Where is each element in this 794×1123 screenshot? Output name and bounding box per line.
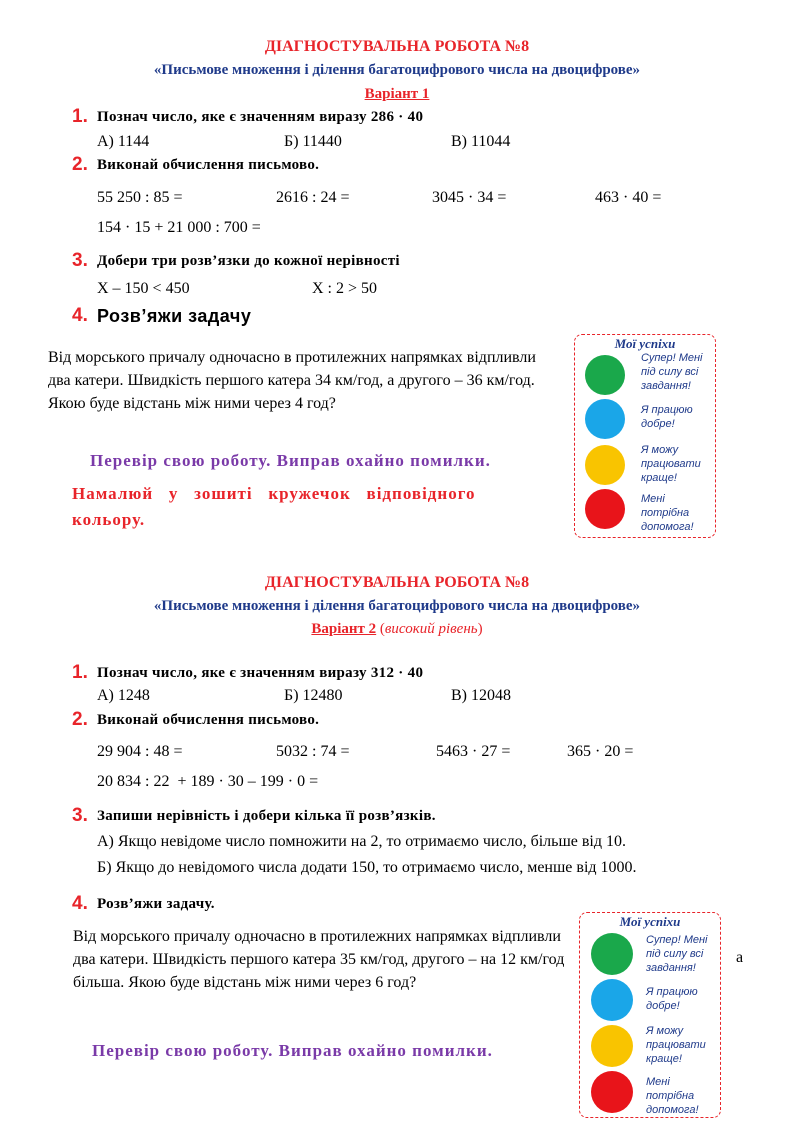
v1-q2-text: Виконай обчислення письмово.: [97, 157, 320, 173]
v2-q2-expr-4: 365 · 20 =: [567, 743, 634, 760]
green-label: Супер! Мені під силу всі завдання!: [641, 352, 703, 392]
v2-q2-expr-2: 5032 : 74 =: [276, 743, 350, 760]
green-label: Супер! Мені під силу всі завдання!: [646, 934, 708, 974]
v2-subtitle: «Письмове множення і ділення багатоцифрового числа на двоцифрове»: [153, 598, 641, 614]
v2-variant-label: Варіант 2: [311, 621, 377, 637]
v1-q4-problem: Від морського причалу одночасно в протилежних напрямках відпливли два катери. Швидкість першого катера 34 км/год, а другого – 36 км/год. Якою буде відстань між ними через 4 год?: [48, 349, 536, 412]
v2-q1-option-a: А) 1248: [97, 687, 150, 704]
v1-subtitle: «Письмове множення і ділення багатоцифрового числа на двоцифрове»: [153, 62, 641, 78]
v1-q1-text: Познач число, яке є значенням виразу 286 · 40: [97, 109, 424, 125]
v2-check-note: Перевір свою роботу. Виправ охайно помилки.: [92, 1041, 493, 1060]
yellow-label: Я можу працювати краще!: [646, 1025, 706, 1065]
v2-success-card: [579, 912, 721, 1118]
v1-q2-expr-4: 463 · 40 =: [595, 189, 662, 206]
blue-circle-icon: [585, 399, 625, 439]
v2-q3-text: Запиши нерівність і добери кілька її розв’язків.: [97, 808, 436, 824]
v2-q1-option-c: В) 12048: [451, 687, 511, 704]
v1-draw-line-1: Намалюй у зошиті кружечок відповідного: [72, 484, 476, 503]
green-circle-icon: [591, 933, 633, 975]
v1-q2-expr-3: 3045 · 34 =: [432, 189, 507, 206]
v1-q4-text: Розв’яжи задачу: [97, 306, 252, 326]
v1-q1-number: 1.: [72, 106, 88, 127]
v1-q3-text: Добери три розв’язки до кожної нерівності: [97, 253, 400, 269]
v1-q1-option-b: Б) 11440: [284, 133, 342, 150]
green-circle-icon: [585, 355, 625, 395]
v1-draw-line-2: кольору.: [72, 510, 146, 529]
v2-q4-problem: Від морського причалу одночасно в протилежних напрямках відпливли два катери. Швидкість першого катера 35 км/год, другого – на 12 км/год більша. Якою буде відстань між ними через 6 год?: [73, 928, 565, 991]
v1-variant: [0, 86, 794, 103]
v2-q4-stray-letter: а: [736, 949, 744, 966]
yellow-circle-icon: [585, 445, 625, 485]
v1-q3-inequality-2: Х : 2 > 50: [312, 280, 378, 297]
red-label: Мені потрібна допомога!: [646, 1076, 699, 1116]
card-title: Мої успіхи: [614, 336, 676, 351]
v2-q3-statement-a: А) Якщо невідоме число помножити на 2, то отримаємо число, більше від 10.: [97, 833, 627, 850]
v1-variant-label: Варіант 1: [364, 86, 430, 102]
yellow-label: Я можу працювати краще!: [641, 444, 701, 484]
v2-variant: Варіант 2 (високий рівень): [311, 621, 483, 637]
v1-q2-expr-5: 154 · 15 + 21 000 : 700 =: [97, 219, 261, 236]
v2-q1-text: Познач число, яке є значенням виразу 312 · 40: [97, 665, 424, 681]
v1-q4-number: 4.: [72, 305, 88, 326]
v2-q1-option-b: Б) 12480: [284, 687, 343, 704]
v1-q2-number: 2.: [72, 154, 88, 175]
red-label: Мені потрібна допомога!: [641, 493, 694, 533]
v2-q2-expr-3: 5463 · 27 =: [436, 743, 511, 760]
v1-q3-number: 3.: [72, 250, 88, 271]
red-circle-icon: [591, 1071, 633, 1113]
v2-q4-text: Розв’яжи задачу.: [97, 896, 215, 912]
v1-q1-option-a: А) 1144: [97, 133, 150, 150]
v2-q1-number: 1.: [72, 662, 88, 683]
v1-title: ДІАГНОСТУВАЛЬНА РОБОТА №8: [264, 38, 530, 55]
v1-q2-expr-1: 55 250 : 85 =: [97, 189, 183, 206]
v2-q3-number: 3.: [72, 805, 88, 826]
v2-q2-text: Виконай обчислення письмово.: [97, 712, 320, 728]
yellow-circle-icon: [591, 1025, 633, 1067]
blue-label: Я працюю добре!: [641, 404, 693, 430]
v1-q3-inequality-1: Х – 150 < 450: [97, 280, 190, 297]
v2-q2-expr-5: 20 834 : 22 + 189 · 30 – 199 · 0 =: [97, 773, 319, 790]
v2-q2-expr-1: 29 904 : 48 =: [97, 743, 183, 760]
blue-circle-icon: [591, 979, 633, 1021]
v2-q4-number: 4.: [72, 893, 88, 914]
v2-title: ДІАГНОСТУВАЛЬНА РОБОТА №8: [264, 574, 530, 591]
card-title: Мої успіхи: [619, 914, 681, 929]
v2-variant-level: високий рівень: [384, 621, 478, 637]
v1-q1-option-c: В) 11044: [451, 133, 511, 150]
v1-check-note: Перевір свою роботу. Виправ охайно помилки.: [90, 451, 491, 470]
v1-success-card: [574, 334, 716, 538]
v1-q2-expr-2: 2616 : 24 =: [276, 189, 350, 206]
blue-label: Я працюю добре!: [646, 986, 698, 1012]
red-circle-icon: [585, 489, 625, 529]
v2-q2-number: 2.: [72, 709, 88, 730]
v2-q3-statement-b: Б) Якщо до невідомого числа додати 150, то отримаємо число, менше від 1000.: [97, 859, 637, 876]
